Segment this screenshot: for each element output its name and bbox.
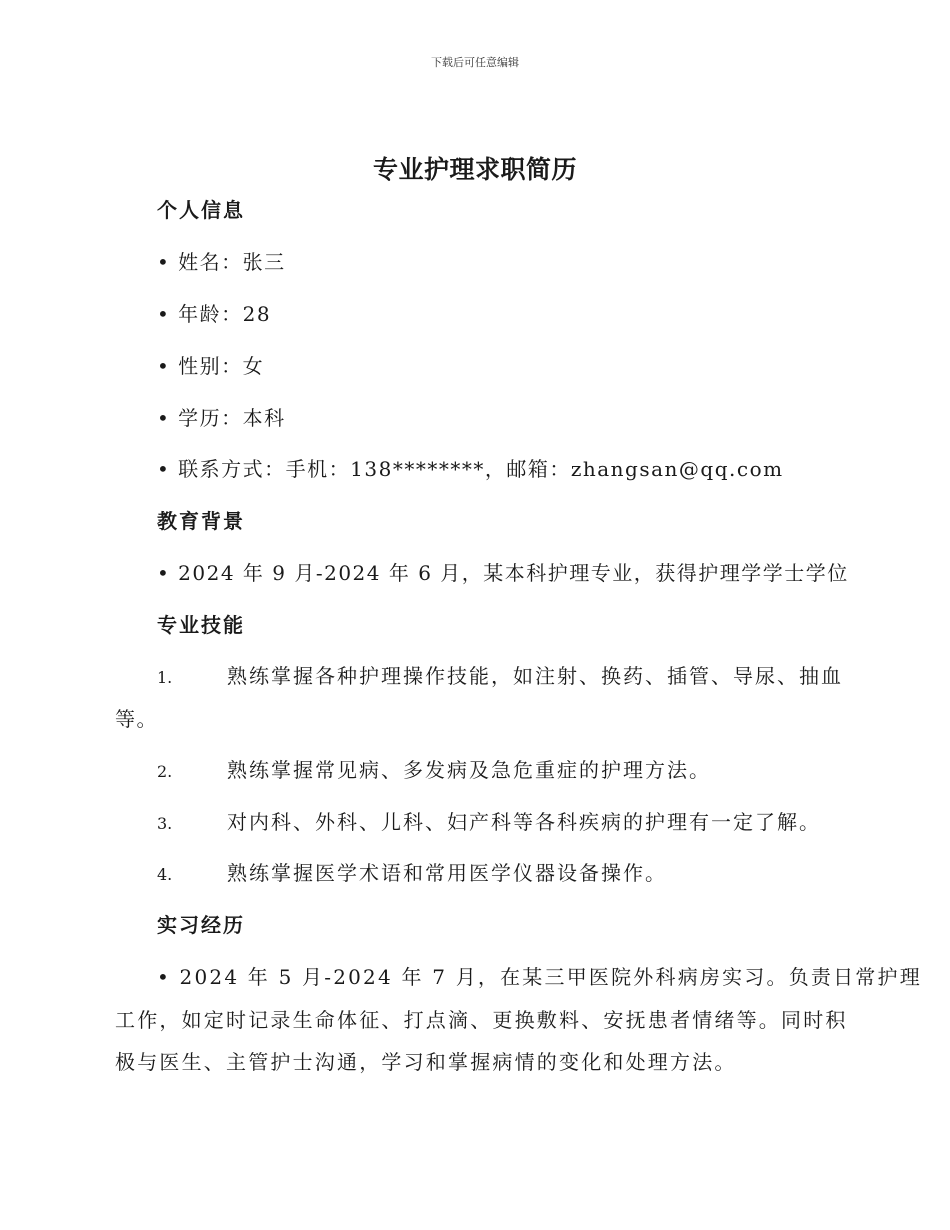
- education-item: • 2024 年 9 月-2024 年 6 月，某本科护理专业，获得护理学学士学位: [157, 561, 849, 585]
- skill-item-1: [115, 663, 877, 691]
- section-heading-personal: 个人信息: [157, 198, 245, 222]
- section-heading-skills: 专业技能: [157, 613, 245, 637]
- internship-line-3: 极与医生、主管护士沟通，学习和掌握病情的变化和处理方法。: [115, 1050, 737, 1074]
- personal-gender: • 性别：女: [157, 354, 265, 378]
- skill-item-4: [115, 860, 877, 888]
- section-heading-internship: 实习经历: [157, 913, 245, 937]
- skill-number: 2.: [157, 762, 173, 781]
- skill-text: 熟练掌握常见病、多发病及急危重症的护理方法。: [227, 758, 711, 782]
- skill-item-2: [115, 757, 877, 785]
- personal-education: • 学历：本科: [157, 406, 286, 430]
- skill-number: 4.: [157, 865, 173, 884]
- skill-item-1-continuation: 等。: [115, 707, 158, 731]
- section-heading-education: 教育背景: [157, 509, 245, 533]
- skill-number: 1.: [157, 668, 173, 687]
- document-title: 专业护理求职简历: [372, 155, 577, 184]
- skill-text: 熟练掌握各种护理操作技能，如注射、换药、插管、导尿、抽血: [227, 664, 843, 688]
- internship-line-2: 工作，如定时记录生命体征、打点滴、更换敷料、安抚患者情绪等。同时积: [115, 1008, 848, 1032]
- personal-contact: • 联系方式：手机：138********，邮箱：zhangsan@qq.com: [157, 457, 784, 481]
- header-note: 下载后可任意编辑: [431, 56, 519, 69]
- personal-age: • 年龄：28: [157, 302, 272, 326]
- skill-number: 3.: [157, 814, 173, 833]
- skill-item-3: [115, 809, 877, 837]
- internship-line-1: • 2024 年 5 月-2024 年 7 月，在某三甲医院外科病房实习。负责日常护理: [157, 965, 922, 989]
- skill-text: 熟练掌握医学术语和常用医学仪器设备操作。: [227, 861, 667, 885]
- skill-text: 对内科、外科、儿科、妇产科等各科疾病的护理有一定了解。: [227, 810, 821, 834]
- personal-name: • 姓名：张三: [157, 250, 286, 274]
